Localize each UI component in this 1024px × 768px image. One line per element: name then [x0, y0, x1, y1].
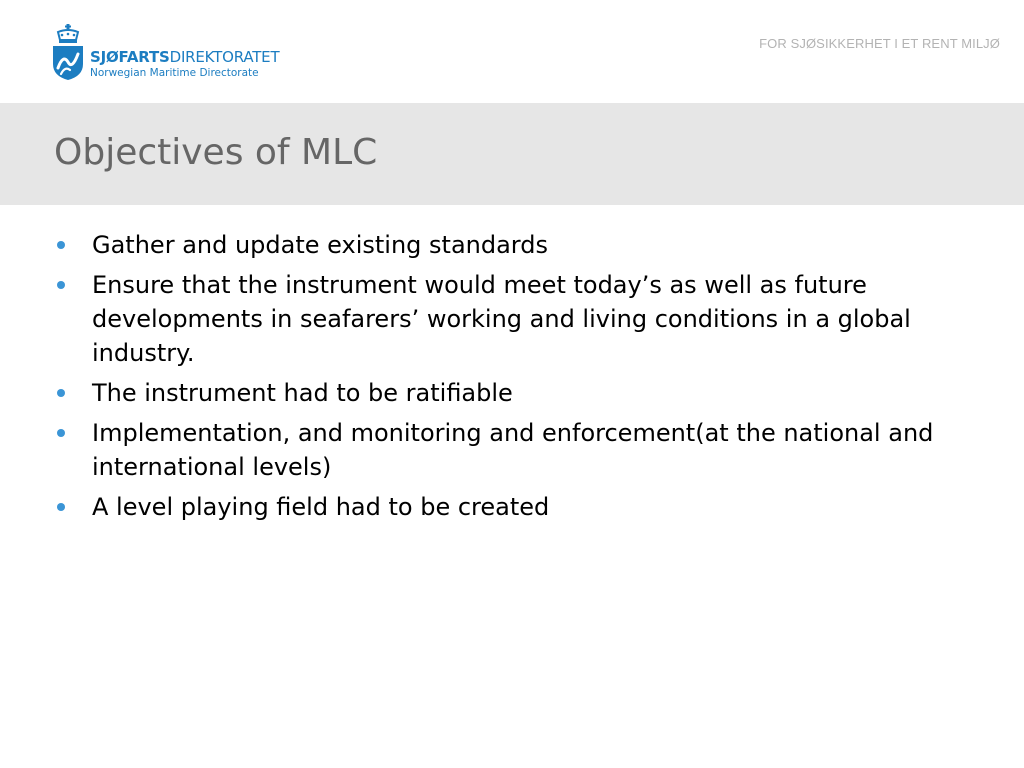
- bullet-text: A level playing field had to be created: [92, 493, 550, 521]
- slide-title: Objectives of MLC: [54, 132, 378, 173]
- bullet-item: [56, 376, 956, 410]
- bullet-text: Implementation, and monitoring and enforcement(at the national and international levels): [92, 419, 934, 481]
- bullet-dot-icon: [57, 389, 65, 397]
- bullet-text: Gather and update existing standards: [92, 231, 548, 259]
- bullet-item: [56, 490, 956, 524]
- bullet-item: [56, 228, 956, 262]
- logo-wordmark: [90, 50, 279, 79]
- bullet-dot-icon: [57, 241, 65, 249]
- bullet-dot-icon: [57, 281, 65, 289]
- bullet-dot-icon: [57, 429, 65, 437]
- crown-shield-icon: [52, 24, 84, 80]
- bullet-item: [56, 268, 956, 370]
- logo-name: [90, 50, 279, 65]
- bullet-list: [56, 228, 956, 530]
- logo-name-regular: DIREKTORATET: [169, 48, 280, 66]
- logo-subtitle: Norwegian Maritime Directorate: [90, 67, 259, 79]
- bullet-dot-icon: [57, 503, 65, 511]
- directorate-logo: [52, 24, 292, 84]
- bullet-item: [56, 416, 956, 484]
- bullet-text: The instrument had to be ratifiable: [92, 379, 513, 407]
- logo-name-bold: SJØFARTS: [90, 48, 170, 66]
- bullet-text: Ensure that the instrument would meet today’s as well as future developments in seafarers’ working and living conditions in a global industry.: [92, 271, 911, 367]
- tagline: FOR SJØSIKKERHET I ET RENT MILJØ: [759, 36, 1000, 51]
